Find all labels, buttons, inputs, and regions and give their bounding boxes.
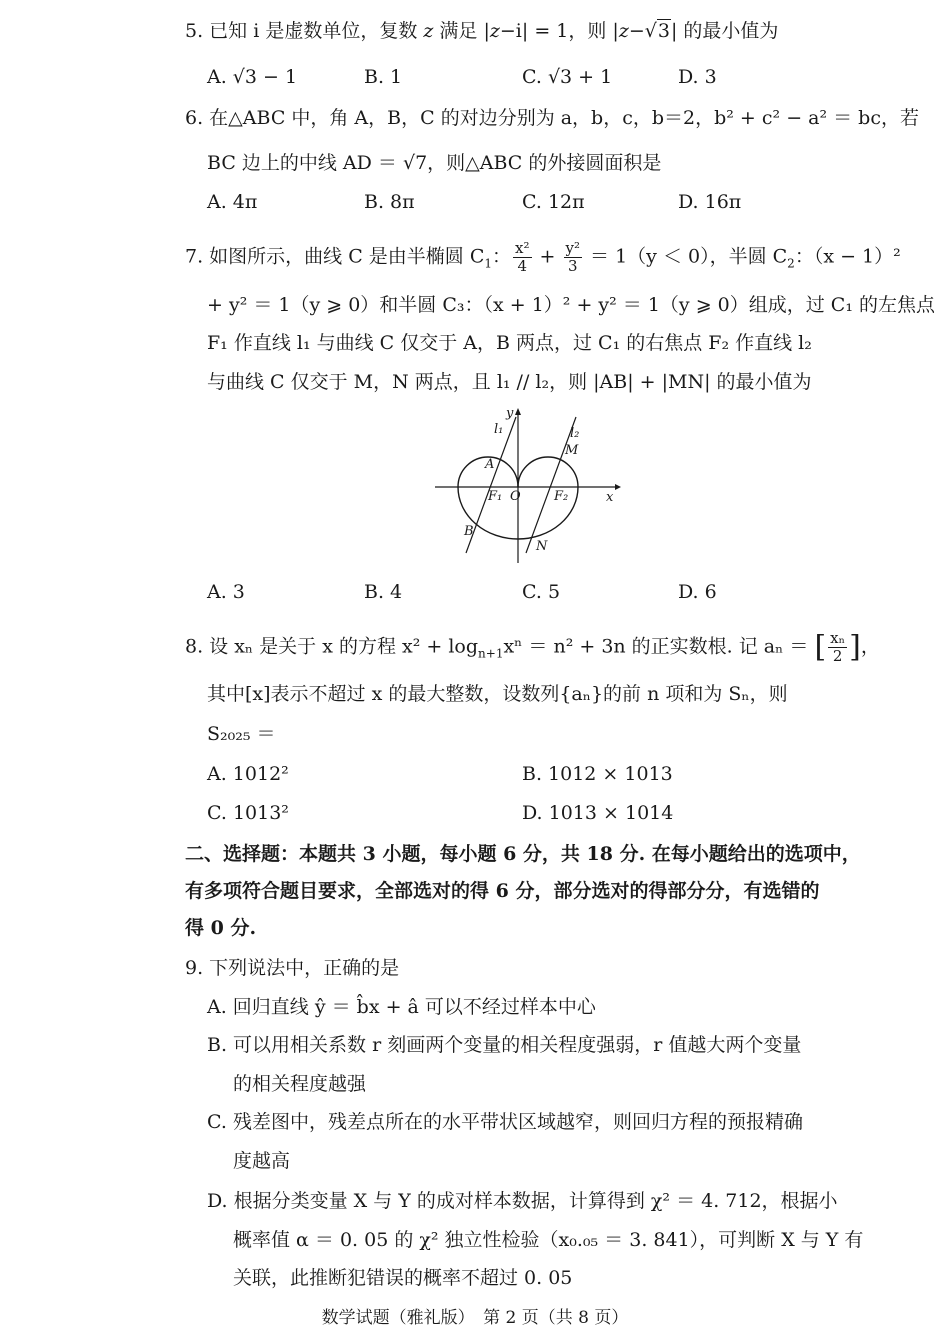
q6-option-a: A. 4π	[207, 191, 258, 213]
q9-option-c-line2: 度越高	[233, 1150, 291, 1172]
q5-option-a: A. √3 − 1	[207, 66, 298, 88]
fraction-y2-over-3: $\frac{\text{y²}}{3}$	[565, 239, 581, 275]
q5-option-c: C. √3 + 1	[522, 66, 613, 88]
q5-option-b: B. 1	[364, 66, 403, 88]
fraction-xn-over-2: $\frac{\text{xₙ}}{2}$	[830, 629, 846, 665]
q7-option-d: D. 6	[678, 581, 717, 603]
q6-option-b: B. 8π	[364, 191, 415, 213]
q9-option-c-line1: C. 残差图中，残差点所在的水平带状区域越窄，则回归方程的预报精确	[207, 1111, 803, 1133]
figure-point-a: A	[485, 457, 495, 472]
q7-line4: 与曲线 C 仅交于 M，N 两点，且 l₁ // l₂，则 |AB| + |MN| 的最小值为	[207, 371, 812, 393]
q6-line1: 6. 在△ABC 中，角 A，B，C 的对边分别为 a，b，c，b＝2，b² + c² − a² ＝ bc，若	[185, 107, 919, 129]
q6-line2: BC 边上的中线 AD ＝ √7，则△ABC 的外接圆面积是	[207, 152, 662, 174]
figure-point-b: B	[464, 524, 474, 539]
q6-option-c: C. 12π	[522, 191, 585, 213]
page-footer: 数学试题（雅礼版） 第 2 页（共 8 页）	[321, 1308, 629, 1328]
fraction-x2-over-4: $\frac{\text{x²}}{4}$	[515, 239, 530, 275]
q7-option-a: A. 3	[207, 581, 245, 603]
figure-origin-label: O	[510, 489, 521, 504]
q5-stem: 5. 已知 i 是虚数单位，复数 z 满足 |z−i| = 1，则 |z−√3| 的最小值为	[185, 20, 779, 42]
q7-line2: + y² ＝ 1（y ⩾ 0）和半圆 C₃：（x + 1）² + y² ＝ 1（y ⩾ 0）组成，过 C₁ 的左焦点	[207, 294, 935, 316]
q9-option-d-line3: 关联，此推断犯错误的概率不超过 0. 05	[233, 1267, 573, 1289]
q7-line1: 7. 如图所示，曲线 C 是由半椭圆 $C_1$： $\frac{\text{x²}}{4}$ + $\frac{\text{y²}}{3}$ ＝ 1（y ＜ 0），半圆 $C_2$：（x − 1）²	[185, 239, 901, 275]
q9-option-b-line1: B. 可以用相关系数 r 刻画两个变量的相关程度强弱，r 值越大两个变量	[207, 1034, 802, 1056]
q9-option-b-line2: 的相关程度越强	[233, 1073, 367, 1095]
section2-line1: 二、选择题：本题共 3 小题，每小题 6 分，共 18 分. 在每小题给出的选项中，	[185, 843, 861, 865]
q9-option-a: A. 回归直线 ŷ ＝ b̂x + â 可以不经过样本中心	[207, 996, 596, 1018]
q7-option-c: C. 5	[522, 581, 561, 603]
q5-option-d: D. 3	[678, 66, 717, 88]
q9-option-d-line1: D. 根据分类变量 X 与 Y 的成对样本数据，计算得到 χ² ＝ 4. 712，根据小	[207, 1190, 838, 1212]
q9-option-d-line2: 概率值 α ＝ 0. 05 的 χ² 独立性检验（x₀.₀₅ ＝ 3. 841），可判断 X 与 Y 有	[233, 1229, 864, 1251]
figure-l1-label: l₁	[494, 422, 504, 437]
q8-line3: S₂₀₂₅ ＝	[207, 723, 276, 745]
figure-y-label: y	[506, 406, 514, 421]
q8-line1: 8. 设 xₙ 是关于 x 的方程 $x^2 + \log_{n+1}x^n = n^2 + 3n$ 的正实数根. 记 aₙ ＝ [ $\frac{\text{xₙ}}{2}$ ]，	[185, 629, 880, 665]
q8-option-d: D. 1013 × 1014	[522, 802, 674, 824]
q8-option-a: A. 1012²	[207, 763, 289, 785]
figure-l2-label: l₂	[570, 426, 580, 441]
q6-option-d: D. 16π	[678, 191, 742, 213]
figure-point-n: N	[536, 539, 548, 554]
q9-stem: 9. 下列说法中，正确的是	[185, 957, 400, 979]
q7-option-b: B. 4	[364, 581, 403, 603]
q7-line3: F₁ 作直线 l₁ 与曲线 C 仅交于 A，B 两点，过 C₁ 的右焦点 F₂ 作直线 l₂	[207, 332, 812, 354]
figure-point-m: M	[565, 443, 579, 458]
figure-f2-label: F₂	[554, 489, 569, 504]
section2-line2: 有多项符合题目要求，全部选对的得 6 分，部分选对的得部分分，有选错的	[185, 880, 820, 902]
q7-figure	[430, 405, 630, 570]
q8-option-b: B. 1012 × 1013	[522, 763, 673, 785]
q8-line2: 其中[x]表示不超过 x 的最大整数，设数列{aₙ}的前 n 项和为 Sₙ，则	[207, 683, 788, 705]
figure-f1-label: F₁	[488, 489, 503, 504]
figure-x-label: x	[606, 490, 614, 505]
section2-line3: 得 0 分.	[185, 917, 257, 939]
q8-option-c: C. 1013²	[207, 802, 289, 824]
